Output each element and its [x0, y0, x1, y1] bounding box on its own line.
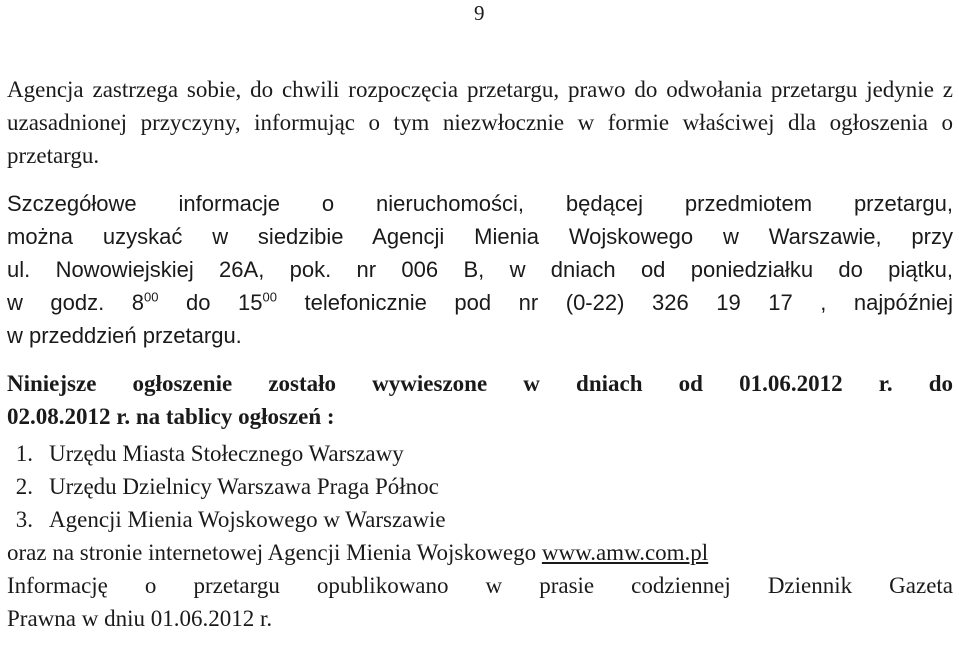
paragraph-information	[7, 187, 953, 352]
list-item	[7, 503, 953, 536]
list-item-number: 3.	[15, 507, 33, 532]
list-item-text: Urzędu Miasta Stołecznego Warszawy	[49, 441, 404, 466]
hours-from: w godz. 8	[7, 290, 145, 315]
press-line-2: Prawna w dniu 01.06.2012 r.	[7, 606, 273, 631]
list-item	[7, 470, 953, 503]
hours-to: do 15	[158, 290, 263, 315]
list-item-text: Agencji Mienia Wojskowego w Warszawie	[49, 507, 446, 532]
list-item-number: 1.	[15, 441, 33, 466]
info-line-4	[7, 286, 953, 319]
info-line-3: ul. Nowowiejskiej 26A, pok. nr 006 B, w dniach od poniedziałku do piątku,	[7, 257, 953, 282]
hours-from-minutes: 00	[144, 289, 159, 305]
document-body	[7, 73, 953, 635]
hours-to-minutes: 00	[262, 289, 277, 305]
website-intro: oraz na stronie internetowej Agencji Mienia Wojskowego	[7, 540, 542, 565]
list-item-number: 2.	[15, 474, 33, 499]
info-line-2: można uzyskać w siedzibie Agencji Mienia Wojskowego w Warszawie, przy	[7, 224, 953, 249]
notice-board-list	[7, 437, 953, 536]
website-link[interactable]: www.amw.com.pl	[541, 540, 709, 565]
page-number: 9	[474, 1, 485, 25]
paragraph-posting-notice	[7, 367, 953, 433]
paragraph-press	[7, 569, 953, 635]
info-line-5: w przeddzień przetargu.	[7, 323, 242, 348]
posting-line-1: Niniejsze ogłoszenie zostało wywieszone w dniach od 01.06.2012 r. do	[7, 371, 953, 396]
info-line-1: Szczegółowe informacje o nieruchomości, będącej przedmiotem przetargu,	[7, 191, 953, 216]
paragraph-reservation: Agencja zastrzega sobie, do chwili rozpoczęcia przetargu, prawo do odwołania przetargu jedynie z uzasadnionej przyczyny, informując o tym niezwłocznie w formie właściwej dla ogłoszenia o przetargu.	[7, 77, 953, 168]
list-item-text: Urzędu Dzielnicy Warszawa Praga Północ	[49, 474, 439, 499]
list-item	[7, 437, 953, 470]
press-line-1: Informację o przetargu opublikowano w prasie codziennej Dziennik Gazeta	[7, 573, 953, 598]
posting-line-2: 02.08.2012 r. na tablicy ogłoszeń :	[7, 404, 335, 429]
paragraph-website	[7, 536, 953, 569]
phone-info: telefonicznie pod nr (0-22) 326 19 17 , najpóźniej	[277, 290, 953, 315]
